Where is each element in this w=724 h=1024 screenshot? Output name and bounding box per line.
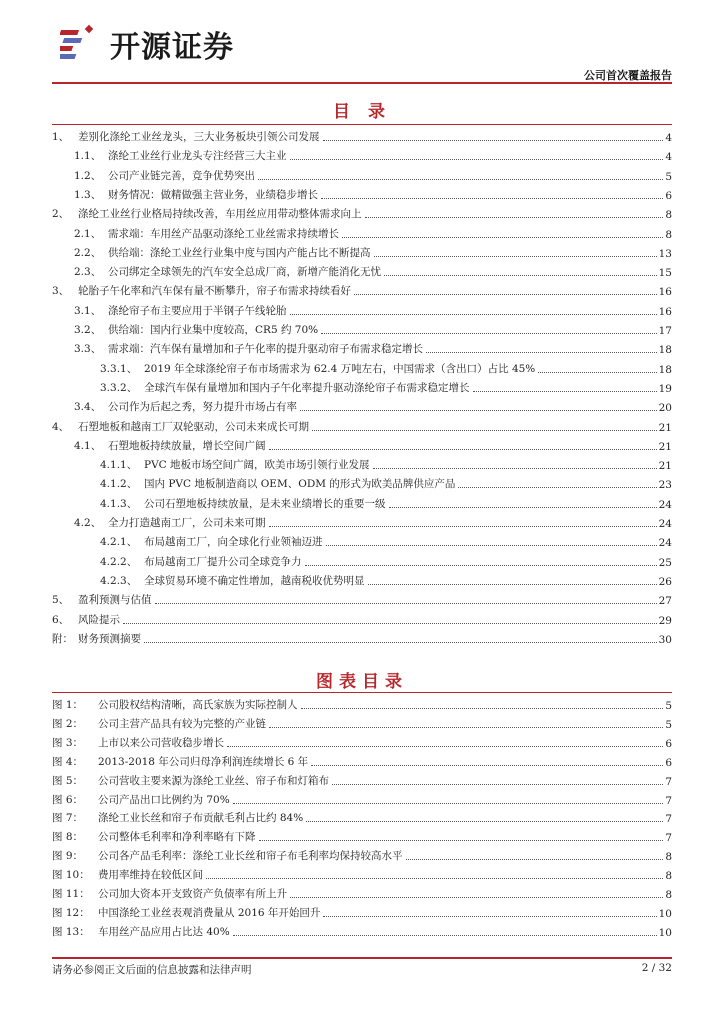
entry-page-number: 16	[658, 286, 672, 299]
entry-text: 车用丝产品应用占比达 40%	[98, 925, 230, 938]
entry-page-number: 10	[658, 907, 672, 920]
entry-page-number: 5	[665, 170, 672, 183]
entry-page-number: 8	[665, 228, 672, 241]
entry-text: 布局越南工厂提升公司全球竞争力	[144, 555, 302, 568]
entry-text: 费用率维持在较低区间	[98, 869, 203, 882]
toc-entry[interactable]	[52, 263, 672, 279]
entry-text: 2019 年全球涤纶帘子布市场需求为 62.4 万吨左右，中国需求（含出口）占比 45%	[144, 362, 536, 375]
toc-entry[interactable]	[52, 572, 672, 588]
entry-number: 图 9：	[52, 850, 84, 863]
entry-number: 4.2、	[74, 517, 102, 529]
entry-page-number: 8	[665, 870, 672, 883]
entry-text: 石塑地板和越南工厂双轮驱动，公司未来成长可期	[78, 420, 309, 433]
toc-entry[interactable]	[52, 360, 672, 376]
entry-number: 3.1、	[74, 304, 102, 317]
figure-entry[interactable]	[52, 753, 672, 769]
toc-entry[interactable]	[52, 514, 672, 530]
entry-text: 涤纶工业丝行业格局持续改善，车用丝应用带动整体需求向上	[78, 208, 362, 221]
entry-text: 2013-2018 年公司归母净利润连续增长 6 年	[98, 755, 309, 768]
entry-page-number: 5	[665, 718, 672, 731]
dot-leader	[342, 237, 663, 238]
entry-page-number: 18	[658, 344, 672, 357]
entry-page-number: 19	[658, 382, 672, 395]
toc-entry[interactable]	[52, 340, 672, 356]
dot-leader	[321, 333, 656, 334]
entry-text: 差别化涤纶工业丝龙头，三大业务板块引领公司发展	[78, 131, 320, 143]
logo-text: 开源证券	[110, 30, 234, 65]
entry-text: 盈利预测与估值	[78, 594, 152, 607]
entry-number: 4.1、	[74, 439, 102, 452]
entry-text: 轮胎子午化率和汽车保有量不断攀升，帘子布需求持续看好	[78, 285, 351, 298]
entry-number: 3.3.1、	[100, 362, 138, 375]
entry-page-number: 27	[658, 595, 672, 608]
dot-leader	[227, 746, 663, 747]
toc-entry[interactable]	[52, 456, 672, 472]
logo-mark-icon	[60, 22, 104, 66]
entry-text: 供给端：涤纶工业丝行业集中度与国内产能占比不断提高	[108, 246, 371, 259]
figures-title-divider	[52, 692, 672, 693]
entry-page-number: 4	[665, 151, 672, 164]
entry-page-number: 7	[665, 832, 672, 845]
footer-divider	[52, 957, 672, 959]
dot-leader	[323, 140, 664, 141]
entry-number: 图 8：	[52, 831, 84, 844]
toc-entry[interactable]	[52, 167, 672, 183]
dot-leader	[290, 897, 663, 898]
toc-entry[interactable]	[52, 533, 672, 549]
entry-text: 公司营收主要来源为涤纶工业丝、帘子布和灯箱布	[98, 774, 329, 787]
toc-entry[interactable]	[52, 225, 672, 241]
entry-number: 5、	[52, 594, 70, 607]
entry-number: 3.2、	[74, 324, 102, 336]
entry-text: 国内 PVC 地板制造商以 OEM、ODM 的形式为欧美品牌供应产品	[144, 478, 456, 491]
entry-number: 图 11：	[52, 888, 90, 900]
entry-number: 附：	[52, 632, 73, 645]
entry-text: 中国涤纶工业丝表观消费量从 2016 年开始回升	[98, 906, 321, 919]
entry-page-number: 29	[658, 614, 672, 627]
dot-leader	[323, 916, 656, 917]
entry-number: 1、	[52, 131, 70, 143]
entry-number: 图 4：	[52, 755, 84, 768]
entry-number: 图 2：	[52, 717, 84, 730]
toc-entry[interactable]	[52, 418, 672, 434]
entry-number: 1.3、	[74, 188, 102, 201]
toc-entry[interactable]	[52, 321, 672, 337]
dot-leader	[311, 765, 663, 766]
entry-text: 公司绑定全球领先的汽车安全总成厂商，新增产能消化无忧	[108, 266, 381, 279]
entry-page-number: 6	[665, 756, 672, 769]
entry-page-number: 20	[658, 402, 672, 415]
dot-leader	[259, 840, 664, 841]
entry-page-number: 6	[665, 189, 672, 202]
dot-leader	[368, 584, 657, 585]
dot-leader	[269, 526, 657, 527]
figure-entry[interactable]	[52, 696, 672, 712]
dot-leader	[312, 430, 657, 431]
entry-page-number: 5	[665, 700, 672, 712]
entry-text: 供给端：国内行业集中度较高，CR5 约 70%	[108, 324, 319, 336]
dot-leader	[233, 803, 664, 804]
dot-leader	[473, 391, 657, 392]
figure-entry[interactable]	[52, 923, 672, 939]
figure-entry[interactable]	[52, 772, 672, 788]
dot-leader	[374, 256, 657, 257]
entry-page-number: 21	[658, 460, 672, 473]
entry-page-number: 16	[658, 305, 672, 318]
entry-text: PVC 地板市场空间广阔，欧美市场引领行业发展	[144, 459, 370, 472]
entry-page-number: 24	[658, 518, 672, 530]
dot-leader	[269, 449, 657, 450]
entry-number: 图 1：	[52, 699, 84, 711]
entry-page-number: 7	[665, 794, 672, 807]
dot-leader	[426, 352, 657, 353]
header-divider	[52, 82, 672, 84]
entry-text: 公司加大资本开支致资产负债率有所上升	[98, 888, 287, 900]
entry-text: 公司各产品毛利率：涤纶工业长丝和帘子布毛利率均保持较高水平	[98, 850, 403, 863]
entry-text: 涤纶工业丝行业龙头专注经营三大主业	[108, 150, 287, 163]
entry-text: 公司股权结构清晰，高氏家族为实际控制人	[98, 699, 298, 711]
entry-number: 2.2、	[74, 246, 102, 259]
figure-entry[interactable]	[52, 791, 672, 807]
entry-number: 图 3：	[52, 736, 84, 749]
entry-text: 全力打造越南工厂，公司未来可期	[108, 517, 266, 529]
entry-text: 全球汽车保有量增加和国内子午化率提升驱动涤纶帘子布需求稳定增长	[144, 381, 470, 394]
dot-leader	[389, 507, 657, 508]
entry-number: 1.2、	[74, 169, 102, 182]
entry-number: 图 12：	[52, 906, 90, 919]
entry-number: 4.2.1、	[100, 536, 138, 549]
entry-text: 公司整体毛利率和净利率略有下降	[98, 831, 256, 844]
dot-leader	[538, 372, 656, 373]
entry-text: 涤纶帘子布主要应用于半钢子午线轮胎	[108, 304, 287, 317]
dot-leader	[321, 198, 663, 199]
dot-leader	[354, 294, 657, 295]
dot-leader	[305, 565, 657, 566]
entry-number: 2.1、	[74, 227, 102, 240]
entry-number: 4、	[52, 420, 70, 433]
entry-page-number: 8	[665, 851, 672, 864]
entry-text: 涤纶工业长丝和帘子布贡献毛利占比约 84%	[98, 812, 304, 825]
entry-number: 4.1.3、	[100, 497, 138, 510]
company-logo	[60, 22, 234, 66]
dot-leader	[206, 878, 663, 879]
entry-text: 需求端：车用丝产品驱动涤纶工业丝需求持续增长	[108, 227, 339, 240]
entry-text: 财务情况：做精做强主营业务，业绩稳步增长	[108, 188, 318, 201]
toc-entry[interactable]	[52, 495, 672, 511]
entry-text: 布局越南工厂，向全球化行业领袖迈进	[144, 536, 323, 549]
dot-leader	[301, 708, 664, 709]
dot-leader	[290, 314, 657, 315]
dot-leader	[458, 487, 656, 488]
entry-page-number: 7	[665, 813, 672, 826]
entry-text: 公司产业链完善，竞争优势突出	[108, 169, 255, 182]
dot-leader	[269, 727, 663, 728]
figures-title: 图表目录	[316, 672, 408, 692]
entry-number: 2、	[52, 208, 70, 221]
toc-entry[interactable]	[52, 630, 672, 646]
dot-leader	[144, 642, 657, 643]
entry-page-number: 30	[658, 633, 672, 646]
toc-entry[interactable]	[52, 128, 672, 144]
entry-page-number: 24	[658, 537, 672, 550]
dot-leader	[290, 159, 664, 160]
entry-number: 图 13：	[52, 925, 90, 938]
entry-text: 全球贸易环境不确定性增加，越南税收优势明显	[144, 574, 365, 587]
figure-entry[interactable]	[52, 809, 672, 825]
dot-leader	[123, 623, 657, 624]
toc-entry[interactable]	[52, 244, 672, 260]
report-type-label: 公司首次覆盖报告	[584, 69, 672, 82]
entry-number: 3.4、	[74, 401, 102, 414]
entry-number: 图 10：	[52, 869, 90, 882]
entry-number: 4.1.1、	[100, 459, 138, 472]
entry-text: 公司作为后起之秀，努力提升市场占有率	[108, 401, 297, 414]
entry-text: 财务预测摘要	[78, 632, 141, 645]
entry-page-number: 25	[658, 556, 672, 569]
dot-leader	[233, 935, 657, 936]
entry-page-number: 15	[658, 267, 672, 280]
entry-page-number: 17	[658, 325, 672, 337]
page-number: 2 / 32	[641, 962, 672, 974]
entry-number: 6、	[52, 613, 70, 626]
figure-entry[interactable]	[52, 847, 672, 863]
entry-text: 风险提示	[78, 613, 120, 626]
entry-page-number: 18	[658, 363, 672, 376]
entry-page-number: 26	[658, 575, 672, 588]
entry-page-number: 7	[665, 775, 672, 788]
dot-leader	[326, 545, 657, 546]
entry-number: 4.2.3、	[100, 574, 138, 587]
entry-number: 图 6：	[52, 793, 84, 806]
entry-page-number: 8	[665, 889, 672, 901]
toc-entry[interactable]	[52, 437, 672, 453]
entry-page-number: 4	[665, 132, 672, 144]
toc-entry[interactable]	[52, 475, 672, 491]
toc-entry[interactable]	[52, 186, 672, 202]
toc-entry[interactable]	[52, 379, 672, 395]
dot-leader	[365, 217, 664, 218]
toc-entry[interactable]	[52, 398, 672, 414]
entry-page-number: 10	[658, 926, 672, 939]
entry-page-number: 8	[665, 209, 672, 222]
dot-leader	[406, 859, 664, 860]
entry-text: 需求端：汽车保有量增加和子午化率的提升驱动帘子布需求稳定增长	[108, 343, 423, 356]
entry-page-number: 23	[658, 479, 672, 492]
toc-entry[interactable]	[52, 302, 672, 318]
entry-number: 3、	[52, 285, 70, 298]
entry-number: 图 5：	[52, 774, 84, 787]
dot-leader	[300, 410, 657, 411]
entry-text: 石塑地板持续放量，增长空间广阔	[108, 439, 266, 452]
entry-number: 图 7：	[52, 812, 84, 825]
dot-leader	[306, 821, 663, 822]
toc-entry[interactable]	[52, 591, 672, 607]
entry-number: 4.1.2、	[100, 478, 138, 491]
entry-page-number: 24	[658, 498, 672, 511]
dot-leader	[384, 275, 657, 276]
dot-leader	[155, 603, 657, 604]
entry-page-number: 13	[658, 247, 672, 260]
dot-leader	[258, 179, 663, 180]
toc-entry[interactable]	[52, 553, 672, 569]
entry-page-number: 21	[658, 440, 672, 453]
page-header	[0, 0, 724, 84]
figure-entry[interactable]	[52, 885, 672, 901]
toc-entry[interactable]	[52, 147, 672, 163]
entry-page-number: 21	[658, 421, 672, 434]
toc-entry[interactable]	[52, 611, 672, 627]
entry-number: 2.3、	[74, 266, 102, 279]
toc-title: 目 录	[333, 102, 391, 122]
entry-number: 4.2.2、	[100, 555, 138, 568]
figure-entry[interactable]	[52, 904, 672, 920]
entry-number: 3.3、	[74, 343, 102, 356]
entry-text: 公司石塑地板持续放量，是未来业绩增长的重要一级	[144, 497, 386, 510]
figure-entry[interactable]	[52, 828, 672, 844]
dot-leader	[332, 784, 663, 785]
figure-entry[interactable]	[52, 734, 672, 750]
toc-entry[interactable]	[52, 205, 672, 221]
toc-entry[interactable]	[52, 282, 672, 298]
entry-text: 公司产品出口比例约为 70%	[98, 793, 230, 806]
footer-disclaimer: 请务必参阅正文后面的信息披露和法律声明	[52, 964, 252, 976]
entry-number: 1.1、	[74, 150, 102, 163]
dot-leader	[373, 468, 657, 469]
figure-entry[interactable]	[52, 866, 672, 882]
entry-text: 上市以来公司营收稳步增长	[98, 736, 224, 749]
entry-text: 公司主营产品具有较为完整的产业链	[98, 717, 266, 730]
toc-title-divider	[52, 124, 672, 125]
figure-entry[interactable]	[52, 715, 672, 731]
entry-page-number: 6	[665, 737, 672, 750]
entry-number: 3.3.2、	[100, 381, 138, 394]
